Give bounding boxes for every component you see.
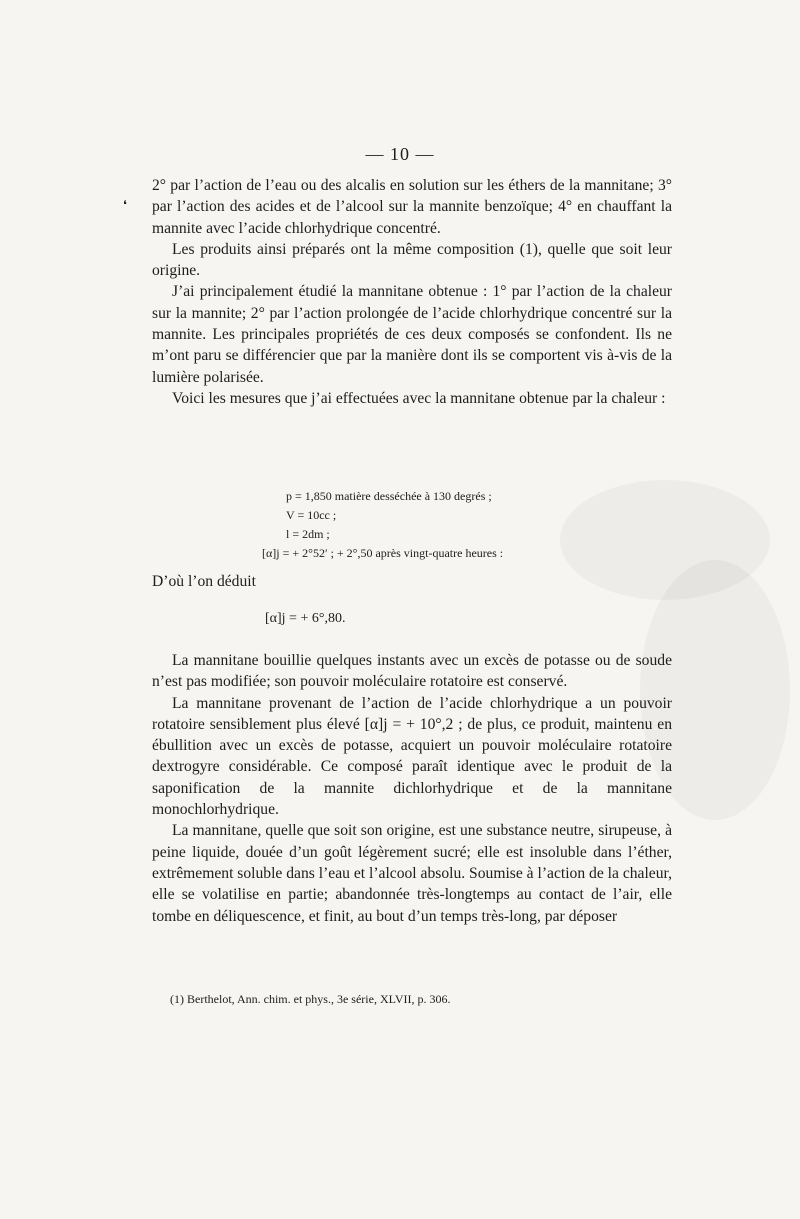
footnote: (1) Berthelot, Ann. chim. et phys., 3e série, XLVII, p. 306.	[170, 992, 451, 1006]
paragraph: La mannitane, quelle que soit son origine, est une substance neutre, sirupeuse, à peine liquide, douée d’un goût légèrement sucré; elle est insoluble dans l’éther, extrêmement soluble dans l’eau et l’alcool absolu. Soumise à l’action de la chaleur, elle se volatilise en partie; abandonnée très-longtemps au contact de l’air, elle tombe en déliquescence, et finit, au bout d’un temps très-long, par déposer	[152, 822, 672, 925]
formula-line: p = 1,850 matière desséchée à 130 degrés ;	[286, 489, 492, 503]
page-number: — 10 —	[365, 144, 435, 164]
upper-text-block	[152, 175, 672, 409]
paragraph: Les produits ainsi préparés ont la même composition (1), quelle que soit leur origine.	[152, 240, 672, 280]
margin-mark: ❛	[123, 198, 127, 212]
formula-line: V = 10cc ;	[286, 508, 337, 522]
paragraph: La mannitane provenant de l’action de l’acide chlorhydrique a un pouvoir rotatoire sensiblement plus élevé [α]j = + 10°,2 ; de plus, ce produit, maintenu en ébullition avec un excès de potasse, acquiert un pouvoir moléculaire rotatoire dextrogyre considérable. Ce composé paraît identique avec le produit de la saponification de la mannite dichlorhydrique et de la mannitane monochlorhydrique.	[152, 694, 672, 819]
paragraph: La mannitane bouillie quelques instants avec un excès de potasse ou de soude n’est pas modifiée; son pouvoir moléculaire rotatoire est conservé.	[152, 652, 672, 691]
formula-line: [α]j = + 2°52′ ; + 2°,50 après vingt-quatre heures :	[262, 546, 504, 560]
paragraph: 2° par l’action de l’eau ou des alcalis en solution sur les éthers de la mannitane; 3° par l’action des acides et de l’alcool sur la mannite benzoïque; 4° en chauffant la mannite avec l’acide chlorhydrique concentré.	[152, 177, 672, 237]
deduction-lead: D’où l’on déduit	[152, 573, 256, 590]
paragraph: J’ai principalement étudié la mannitane obtenue : 1° par l’action de la chaleur sur la mannite; 2° par l’action prolongée de l’acide chlorhydrique concentré sur la mannite. Les principales propriétés de ces deux composés se confondent. Ils ne m’ont paru se différencier que par la manière dont ils se comportent vis à-vis de la lumière polarisée.	[152, 283, 672, 386]
formula-line: l = 2dm ;	[286, 527, 330, 541]
lower-text-block	[152, 650, 672, 927]
paragraph: Voici les mesures que j’ai effectuées avec la mannitane obtenue par la chaleur :	[172, 389, 666, 407]
deduction-formula: [α]j = + 6°,80.	[265, 611, 346, 626]
